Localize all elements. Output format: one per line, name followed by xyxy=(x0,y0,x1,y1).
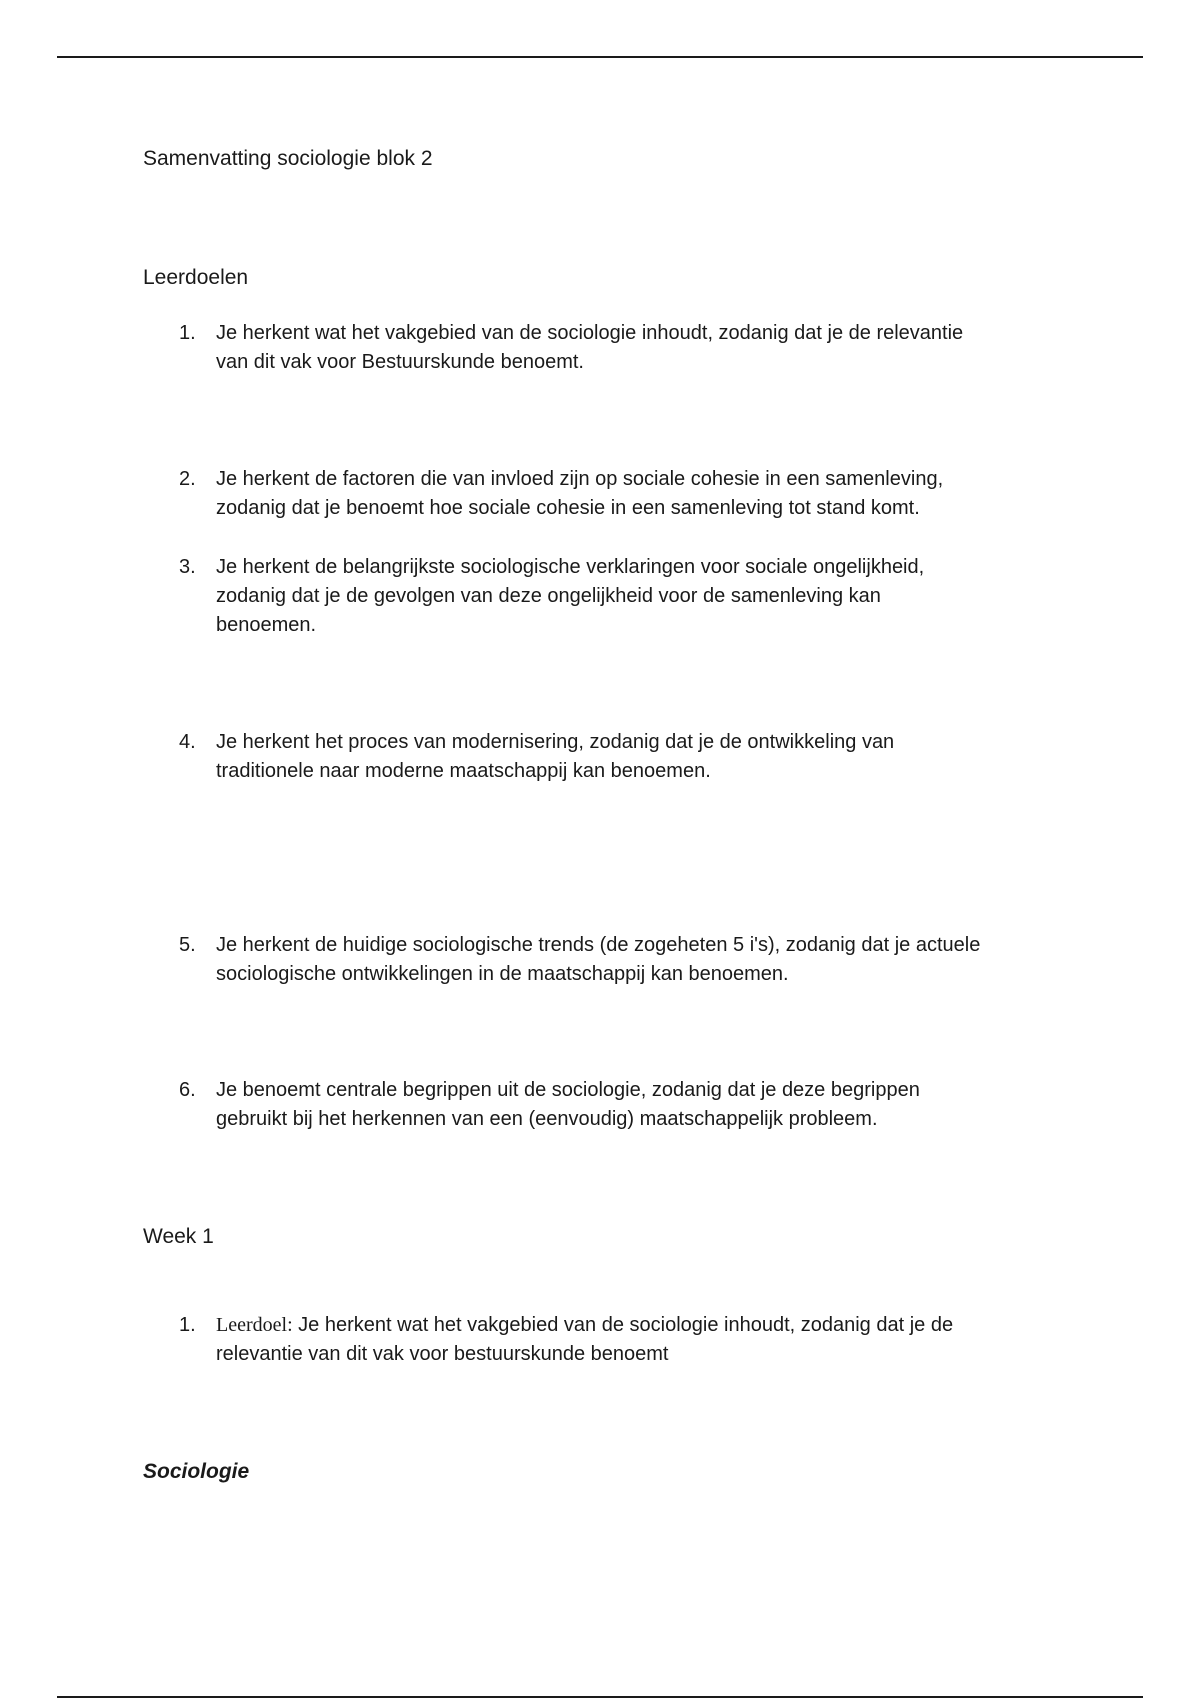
document-title: Samenvatting sociologie blok 2 xyxy=(143,147,433,170)
leerdoelen-heading: Leerdoelen xyxy=(143,266,249,289)
list-item-number: 4. xyxy=(179,731,196,753)
list-item-number: 3. xyxy=(179,556,196,578)
list-item-line: traditionele naar moderne maatschappij kan benoemen. xyxy=(216,760,711,782)
list-item-number: 1. xyxy=(179,322,196,344)
list-item-number: 1. xyxy=(179,1314,196,1336)
section-heading: Sociologie xyxy=(143,1460,250,1483)
list-item-line: Je benoemt centrale begrippen uit de sociologie, zodanig dat je deze begrippen xyxy=(216,1079,920,1101)
list-item-line: benoemen. xyxy=(216,614,317,636)
list-item-line: sociologische ontwikkelingen in de maatschappij kan benoemen. xyxy=(216,963,789,985)
list-item-text: Je herkent wat het vakgebied van de sociologie inhoudt, zodanig dat je de xyxy=(292,1314,954,1336)
footer-rule xyxy=(57,1696,1143,1698)
list-item-line: Je herkent het proces van modernisering, zodanig dat je de ontwikkeling van xyxy=(216,731,895,753)
list-item-number: 6. xyxy=(179,1079,196,1101)
list-item-line: gebruikt bij het herkennen van een (eenvoudig) maatschappelijk probleem. xyxy=(216,1108,878,1130)
list-item-line: Je herkent de huidige sociologische trends (de zogeheten 5 i's), zodanig dat je actuele xyxy=(216,934,981,956)
list-item-line: Je herkent de factoren die van invloed zijn op sociale cohesie in een samenleving, xyxy=(216,468,944,490)
list-item-line: van dit vak voor Bestuurskunde benoemt. xyxy=(216,351,584,373)
week-heading: Week 1 xyxy=(143,1225,214,1248)
list-item-line xyxy=(216,1311,1076,1340)
list-item-line: Je herkent wat het vakgebied van de sociologie inhoudt, zodanig dat je de relevantie xyxy=(216,322,964,344)
list-item-line: zodanig dat je de gevolgen van deze ongelijkheid voor de samenleving kan xyxy=(216,585,881,607)
list-item-line: zodanig dat je benoemt hoe sociale cohesie in een samenleving tot stand komt. xyxy=(216,497,920,519)
list-item-number: 5. xyxy=(179,934,196,956)
header-rule xyxy=(57,56,1143,58)
leerdoel-prefix: Leerdoel: xyxy=(216,1314,293,1336)
list-item-number: 2. xyxy=(179,468,196,490)
list-item-line: relevantie van dit vak voor bestuurskunde benoemt xyxy=(216,1343,669,1365)
list-item-line: Je herkent de belangrijkste sociologische verklaringen voor sociale ongelijkheid, xyxy=(216,556,925,578)
